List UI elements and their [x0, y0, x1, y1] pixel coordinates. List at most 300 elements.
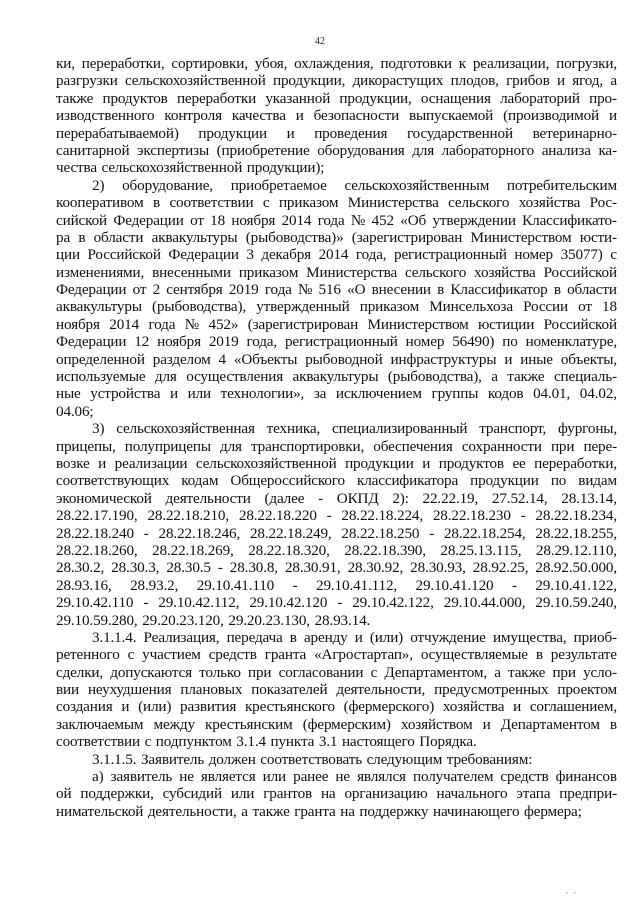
- word: 29.10.42.122,: [352, 594, 434, 612]
- word: 28.29.12.110,: [535, 541, 617, 559]
- word: средств: [500, 768, 549, 786]
- word: оснащения: [420, 89, 491, 107]
- word: 22.22.19,: [422, 489, 479, 507]
- text-line: [56, 507, 617, 524]
- text-line: [56, 264, 617, 281]
- text-line: [56, 229, 617, 246]
- word: в: [437, 281, 445, 299]
- word: -: [143, 524, 149, 542]
- text-line: [56, 368, 617, 385]
- word: рыбоводной: [305, 350, 383, 368]
- word: 28.30.8,: [229, 559, 278, 577]
- word: Федерации: [56, 333, 127, 351]
- word: Российской: [543, 315, 617, 333]
- text-line: [56, 681, 617, 698]
- word: «О: [347, 281, 366, 299]
- word: 2019: [208, 333, 239, 351]
- word: хозяйства: [474, 263, 536, 281]
- word: ноября: [231, 211, 276, 229]
- word: на: [340, 802, 355, 820]
- word: 28.30.3,: [111, 559, 160, 577]
- word: настоящего: [341, 733, 415, 751]
- word: и: [482, 715, 491, 733]
- word: 28.30.2,: [56, 559, 105, 577]
- word: чества: [56, 159, 97, 177]
- word: техника,: [266, 420, 321, 438]
- word: продуктов: [102, 89, 168, 107]
- word: сельского: [404, 263, 467, 281]
- text-line: [56, 403, 617, 420]
- text-line: [56, 577, 617, 594]
- word: результате: [550, 646, 617, 664]
- word: должен: [208, 750, 256, 768]
- word: также: [507, 368, 545, 386]
- word: соглашением,: [529, 698, 617, 716]
- word: 28.22.18.255,: [535, 524, 617, 542]
- word: деятельности,: [336, 681, 426, 699]
- word: осуществляемые: [420, 646, 528, 664]
- word: (приобретение: [216, 141, 310, 159]
- word: 452»: [208, 315, 239, 333]
- word: 3: [246, 246, 254, 264]
- word: Классификато-: [522, 211, 617, 229]
- word: 56490): [452, 333, 495, 351]
- word: начального: [436, 785, 508, 803]
- word: а: [610, 72, 617, 90]
- word: -: [318, 489, 323, 507]
- word: сельского: [448, 194, 510, 212]
- word: а: [494, 663, 501, 681]
- word: 4: [218, 350, 226, 368]
- word: 28.92.25,: [472, 559, 529, 577]
- word: области: [567, 281, 617, 299]
- word: Классификатор: [450, 281, 548, 299]
- word: от: [190, 211, 204, 229]
- word: деятельности,: [147, 802, 237, 820]
- word: аквакультуры: [151, 228, 238, 246]
- text-line: [56, 90, 617, 107]
- word: 28.22.17.190,: [56, 507, 138, 525]
- text-line: [56, 316, 617, 333]
- word: плановых: [180, 681, 243, 699]
- word: охлаждения,: [294, 55, 374, 72]
- text-line: [56, 142, 617, 159]
- word: Минсельхоза: [429, 298, 513, 316]
- word: санитарной: [56, 141, 130, 159]
- word: (далее: [264, 489, 305, 507]
- word: перерабатываемой): [56, 124, 179, 142]
- word: 28.22.18.210,: [147, 507, 230, 525]
- word: также: [56, 89, 94, 107]
- word: Федерации: [113, 211, 184, 229]
- word: обеспечения: [373, 437, 453, 455]
- word: №: [297, 281, 313, 299]
- text-line: [56, 107, 617, 124]
- word: или: [187, 385, 211, 403]
- word: сельскохозяйственным: [344, 176, 490, 194]
- text-line: [56, 698, 617, 715]
- text-line: [56, 194, 617, 211]
- word: 29.10.41.110: [196, 576, 275, 594]
- word: кодов: [487, 385, 524, 403]
- word: лабораторий: [500, 89, 580, 107]
- text-line: [56, 212, 617, 229]
- word: являлся: [357, 768, 406, 786]
- word: 28.25.13.115,: [440, 541, 522, 559]
- word: 28.22.18.254,: [443, 524, 526, 542]
- word: пункта: [270, 733, 315, 751]
- word: -: [292, 576, 298, 594]
- word: а: [241, 802, 248, 820]
- word: приобретаемое: [230, 176, 327, 194]
- word: (рыбоводства)»: [245, 228, 344, 246]
- word: или: [262, 768, 287, 786]
- word: с: [370, 663, 378, 681]
- word: (рыбоводства),: [152, 298, 247, 316]
- word: 28.93.14.: [314, 611, 371, 629]
- word: «Об: [400, 211, 427, 229]
- word: Российской: [543, 263, 617, 281]
- word: нимательской: [56, 802, 144, 820]
- word: а: [491, 368, 498, 386]
- word: 28.22.18.390,: [344, 541, 426, 559]
- word: имущества,: [492, 628, 567, 646]
- word: предпри-: [559, 785, 617, 803]
- word: и: [121, 698, 130, 716]
- word: 3): [92, 420, 105, 438]
- word: 28.22.18.240: [56, 524, 134, 542]
- text-line: [56, 298, 617, 315]
- word: предусмотренных: [434, 681, 549, 699]
- word: продукции: [470, 472, 539, 490]
- word: Российской: [87, 246, 161, 264]
- word: экономической: [56, 489, 152, 507]
- word: также: [508, 663, 546, 681]
- word: ветеринарно-: [532, 124, 617, 142]
- word: сельскохозяйственной: [101, 159, 243, 177]
- word: ка-: [598, 141, 617, 159]
- word: этапа: [516, 785, 551, 803]
- word: организацию: [344, 785, 428, 803]
- word: сельскохозяйственной: [125, 72, 266, 90]
- word: ранее: [293, 768, 329, 786]
- word: приказом: [278, 194, 339, 212]
- text-line: [56, 472, 617, 489]
- word: и: [169, 385, 178, 403]
- word: убоя,: [254, 55, 288, 72]
- word: номер: [405, 333, 445, 351]
- word: хозяйством: [400, 715, 473, 733]
- word: в: [535, 646, 543, 664]
- word: погрузки,: [556, 55, 617, 72]
- word: для: [220, 437, 242, 455]
- word: -: [217, 559, 223, 577]
- word: Федерации: [56, 281, 127, 299]
- word: объекты,: [560, 350, 617, 368]
- word: передача: [226, 628, 283, 646]
- word: года: [317, 211, 345, 229]
- word: (или): [369, 628, 404, 646]
- word: при: [248, 663, 272, 681]
- word: с: [127, 646, 135, 664]
- word: и: [556, 72, 565, 90]
- word: 2019: [228, 281, 259, 299]
- word: для: [412, 141, 435, 159]
- word: 28.22.18.320,: [248, 541, 330, 559]
- word: подпунктом: [155, 733, 232, 751]
- word: реализации,: [472, 55, 550, 72]
- word: по: [550, 472, 567, 490]
- word: аквакультуры: [56, 298, 142, 316]
- word: хозяйства: [442, 698, 505, 716]
- word: 2014: [281, 211, 312, 229]
- word: ой: [56, 785, 72, 803]
- word: Департаментом,: [384, 663, 488, 681]
- word: и: [504, 350, 513, 368]
- word: кооперативом: [56, 194, 144, 212]
- word: (зарегистрирован: [351, 228, 463, 246]
- word: юсти-: [579, 228, 617, 246]
- word: ретенного: [56, 646, 120, 664]
- word: и: [608, 107, 617, 125]
- word: показателей: [251, 681, 328, 699]
- word: видам: [578, 472, 617, 490]
- text-line: [56, 803, 617, 820]
- word: с: [610, 246, 617, 264]
- text-line: [56, 612, 617, 629]
- word: 28.22.18.230: [432, 507, 511, 525]
- word: продукции: [198, 124, 267, 142]
- word: 2): [92, 176, 105, 194]
- word: полуприцепы: [124, 437, 211, 455]
- word: переработки: [176, 89, 257, 107]
- word: приоб-: [573, 628, 617, 646]
- word: 29.10.42.120: [249, 594, 328, 612]
- word: регистрационный: [284, 333, 398, 351]
- word: проектом: [557, 681, 617, 699]
- word: утвержденный: [256, 298, 350, 316]
- text-line: [56, 664, 617, 681]
- word: 28.30.5: [166, 559, 211, 577]
- word: номер: [514, 246, 553, 264]
- word: и: [98, 454, 107, 472]
- text-line: [56, 438, 617, 455]
- word: деятельности: [165, 489, 251, 507]
- word: 28.93.16,: [56, 576, 112, 594]
- text-line: [56, 716, 617, 733]
- word: или: [230, 785, 255, 803]
- word: Министерства: [347, 194, 439, 212]
- word: устройства: [90, 385, 161, 403]
- word: прицепы,: [56, 437, 116, 455]
- word: 28.30.91,: [284, 559, 341, 577]
- text-line: [56, 177, 617, 194]
- word: требованиям:: [446, 750, 533, 768]
- word: Федерации: [168, 246, 239, 264]
- text-line: [56, 525, 617, 542]
- word: 516: [318, 281, 341, 299]
- word: при: [552, 663, 576, 681]
- word: 28.22.18.249,: [249, 524, 332, 542]
- word: -: [429, 524, 435, 542]
- word: финансов: [555, 768, 617, 786]
- word: сделки,: [56, 663, 104, 681]
- word: ноября: [157, 333, 201, 351]
- word: вии: [56, 681, 79, 699]
- word: при: [550, 437, 575, 455]
- word: 28.30.93,: [410, 559, 466, 577]
- word: лабораторного: [441, 141, 535, 159]
- word: заявитель: [110, 768, 173, 786]
- word: к: [458, 55, 466, 72]
- word: по: [502, 333, 518, 351]
- word: определенной: [56, 350, 145, 368]
- word: только: [199, 663, 241, 681]
- word: 29.20.23.130,: [228, 611, 310, 629]
- word: 28.22.18.260,: [56, 541, 138, 559]
- word: анализа: [541, 141, 591, 159]
- word: «Агростартап»,: [314, 646, 413, 664]
- word: Реализация,: [143, 628, 220, 646]
- word: (или): [138, 698, 172, 716]
- word: 04.06;: [56, 402, 94, 420]
- word: и: [513, 698, 522, 716]
- word: от: [132, 281, 147, 299]
- word: внесенными: [152, 263, 231, 281]
- word: регистрационный: [394, 246, 507, 264]
- word: про-: [589, 89, 617, 107]
- word: 2014: [109, 315, 140, 333]
- word: поддержку: [359, 802, 429, 820]
- word: за: [313, 385, 327, 403]
- word: и: [295, 107, 304, 125]
- word: (фермерским): [302, 715, 391, 733]
- text-line: [56, 420, 617, 437]
- word: оборудование,: [122, 176, 213, 194]
- word: приказом: [238, 263, 299, 281]
- page-number: 42: [315, 36, 325, 47]
- word: декабря: [261, 246, 312, 264]
- word: №: [184, 315, 200, 333]
- word: получателем: [412, 768, 494, 786]
- word: фермера;: [524, 802, 582, 820]
- word: переработки,: [534, 454, 617, 472]
- text-line: [56, 646, 617, 663]
- word: продукции,: [339, 89, 412, 107]
- word: качества: [231, 107, 286, 125]
- word: сортировки,: [171, 55, 248, 72]
- word: транспорт,: [479, 420, 547, 438]
- word: классификатора: [357, 472, 459, 490]
- word: продукции,: [272, 72, 346, 90]
- word: переработки,: [81, 55, 165, 72]
- word: продуктов: [438, 454, 504, 472]
- word: 3.1: [318, 733, 338, 751]
- word: 3.1.1.5.: [92, 750, 137, 768]
- word: разделом: [152, 350, 211, 368]
- word: Департаментом: [500, 715, 600, 733]
- word: выпускаемой: [408, 107, 494, 125]
- word: сохранности: [461, 437, 542, 455]
- word: продукции);: [246, 159, 325, 177]
- word: является: [200, 768, 256, 786]
- word: 27.52.14,: [491, 489, 548, 507]
- word: допускаются: [110, 663, 192, 681]
- word: развития: [180, 698, 237, 716]
- word: ки,: [56, 55, 75, 72]
- word: усло-: [583, 663, 617, 681]
- word: 04.01,: [533, 385, 571, 403]
- word: (рыбоводства),: [387, 368, 482, 386]
- word: участием: [142, 646, 201, 664]
- word: сельскохозяйственная: [116, 420, 255, 438]
- word: гранта: [294, 802, 336, 820]
- word: 28.22.18.250: [341, 524, 420, 542]
- word: субсидий: [162, 785, 222, 803]
- word: Министерством: [367, 315, 469, 333]
- word: ОКПД: [336, 489, 379, 507]
- word: 2):: [392, 489, 409, 507]
- word: 18: [602, 298, 617, 316]
- word: для: [154, 368, 177, 386]
- word: 29.10.41.120: [415, 576, 494, 594]
- word: не: [335, 768, 350, 786]
- word: 28.92.50.000,: [535, 559, 617, 577]
- word: реализации: [114, 454, 188, 472]
- word: юстиции: [477, 315, 535, 333]
- word: осуществления: [186, 368, 284, 386]
- word: года,: [246, 333, 278, 351]
- word: 28.22.18.246,: [158, 524, 241, 542]
- word: поддержки,: [80, 785, 154, 803]
- word: грантов: [263, 785, 313, 803]
- word: 29.10.59.280,: [56, 611, 138, 629]
- word: экспертизы: [137, 141, 210, 159]
- word: ее: [512, 454, 526, 472]
- word: соответствующих: [56, 472, 170, 490]
- word: номенклатуре,: [525, 333, 617, 351]
- word: 28.22.18.224,: [341, 507, 424, 525]
- word: 28.13.14,: [561, 489, 617, 507]
- word: специализированный: [332, 420, 468, 438]
- text-line: [56, 733, 617, 750]
- word: начинающего: [432, 802, 520, 820]
- word: №: [350, 211, 366, 229]
- word: от: [578, 298, 592, 316]
- word: России: [523, 298, 568, 316]
- text-line: [56, 72, 617, 89]
- text-line: [56, 629, 617, 646]
- word: между: [153, 715, 195, 733]
- word: -: [337, 594, 343, 612]
- word: года: [148, 315, 176, 333]
- word: Заявитель: [140, 750, 205, 768]
- word: отчуждение: [410, 628, 486, 646]
- word: пере-: [583, 437, 617, 455]
- scan-mark: • •: [566, 891, 578, 897]
- word: не: [179, 768, 194, 786]
- word: заключаемым: [56, 715, 144, 733]
- word: неухудшения: [87, 681, 172, 699]
- word: крестьянским: [205, 715, 293, 733]
- text-line: [56, 125, 617, 142]
- word: 29.10.42.110: [56, 594, 134, 612]
- word: соответствии: [169, 194, 254, 212]
- word: продукции: [345, 454, 414, 472]
- word: -: [520, 507, 526, 525]
- word: 04.02,: [579, 385, 617, 403]
- word: аквакультуры: [292, 368, 379, 386]
